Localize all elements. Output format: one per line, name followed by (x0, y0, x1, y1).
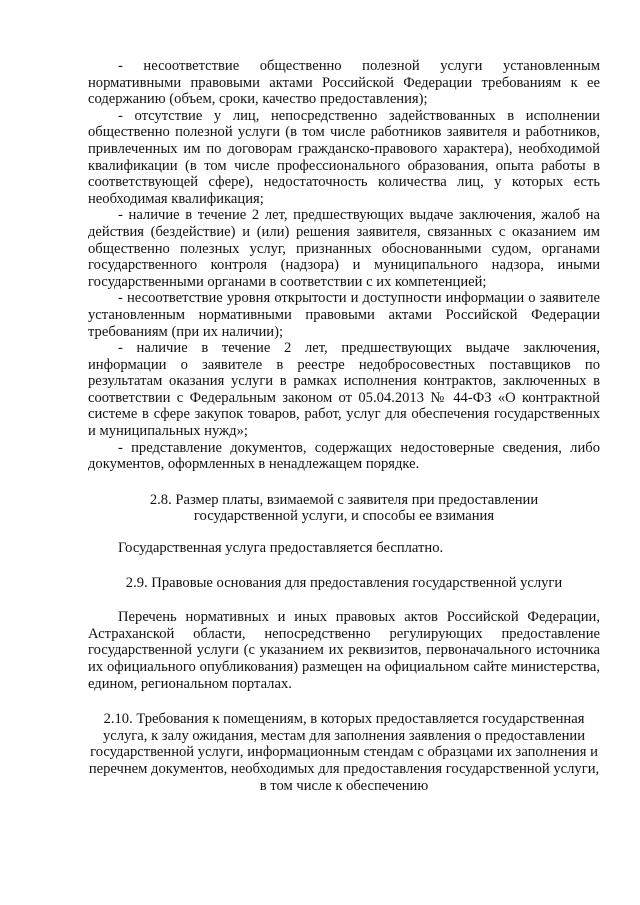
spacer (88, 525, 600, 540)
section-body-2-9: Перечень нормативных и иных правовых актов Российской Федерации, Астраханской области, непосредственно регулирующих предоставление государственной услуги (с указанием их реквизитов, первоначального источника их официального опубликования) размещен на официальном сайте министерства, едином, региональном порталах. (88, 609, 600, 692)
list-item: - несоответствие уровня открытости и доступности информации о заявителе установленным нормативными правовыми актами Российской Федерации требованиям (при их наличии); (88, 290, 600, 340)
section-heading-2-10: 2.10. Требования к помещениям, в которых предоставляется государственная услуга, к залу ожидания, местам для заполнения заявления о предоставлении государственной услуги, информационным стендам с образцами их заполнения и перечнем документов, необходимых для предоставления государственной услуги, в том числе к обеспечению (88, 711, 600, 794)
list-item: - наличие в течение 2 лет, предшествующих выдаче заключения, жалоб на действия (бездействие) и (или) решения заявителя, связанных с оказанием им общественно полезных услуг, признанных обоснованными судом, органами государственного контроля (надзора) и муниципального надзора, иными государственными органами в соответствии с их компетенцией; (88, 207, 600, 290)
spacer (88, 692, 600, 711)
section-heading-2-8: 2.8. Размер платы, взимаемой с заявителя при предоставлении государственной услуги, и способы ее взимания (149, 491, 539, 525)
list-item: - несоответствие общественно полезной услуги установленным нормативными правовыми актами Российской Федерации требованиям к ее содержанию (объем, сроки, качество предоставления); (88, 58, 600, 108)
list-item: - отсутствие у лиц, непосредственно задействованных в исполнении общественно полезной услуги (в том числе работников заявителя и работников, привлеченных им по договорам гражданско-правового характера), необходимой квалификации (в том числе профессионального образования, опыта работы в соответствующей сфере), недостаточность количества лиц, у которых есть необходимая квалификация; (88, 107, 600, 207)
document-page (88, 58, 600, 794)
spacer (88, 557, 600, 575)
list-item: - наличие в течение 2 лет, предшествующих выдаче заключения, информации о заявителе в реестре недобросовестных поставщиков по результатам оказания услуги в рамках исполнения контрактов, заключенных в соответствии с Федеральным законом от 05.04.2013 № 44-ФЗ «О контрактной системе в сфере закупок товаров, работ, услуг для обеспечения государственных и муниципальных нужд»; (88, 340, 600, 440)
section-heading-2-9: 2.9. Правовые основания для предоставления государственной услуги (125, 574, 563, 591)
list-item: - представление документов, содержащих недостоверные сведения, либо документов, оформленных в ненадлежащем порядке. (88, 439, 600, 473)
spacer (88, 473, 600, 492)
spacer (88, 591, 600, 609)
section-body-2-8: Государственная услуга предоставляется бесплатно. (118, 540, 444, 557)
